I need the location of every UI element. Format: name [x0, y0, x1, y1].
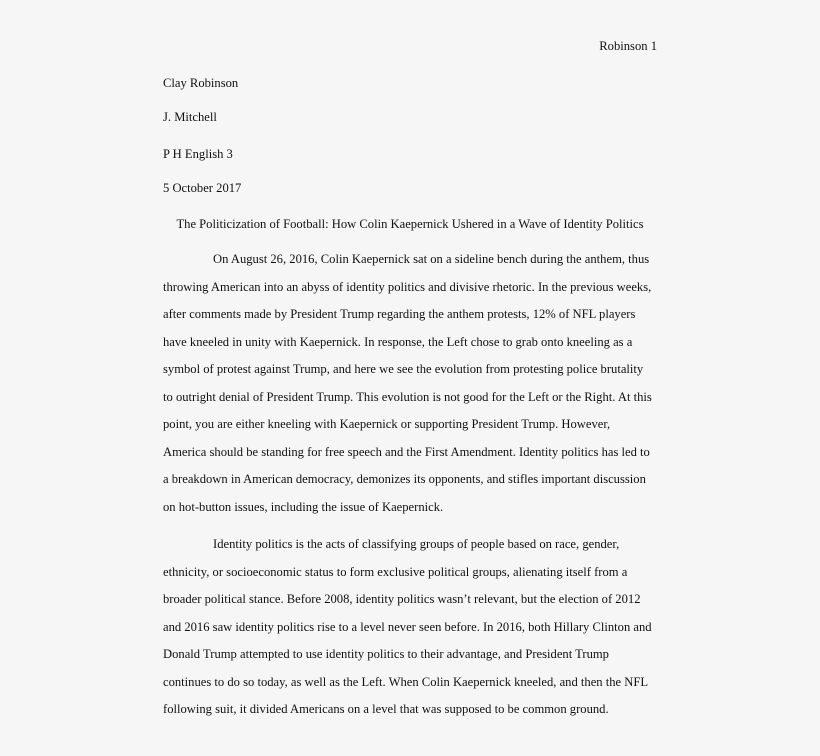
- text-line: point, you are either kneeling with Kaepernick or supporting President Trump. However,: [163, 417, 611, 431]
- text-line: ethnicity, or socioeconomic status to form exclusive political groups, alienating itself from a: [163, 564, 628, 579]
- text-line: a breakdown in American democracy, demonizes its opponents, and stifles important discussion: [163, 472, 646, 486]
- essay-title: The Politicization of Football: How Colin Kaepernick Ushered in a Wave of Identity Politics: [176, 217, 644, 231]
- text-line: broader political stance. Before 2008, identity politics wasn’t relevant, but the election of 2012: [163, 592, 641, 606]
- text-line: after comments made by President Trump regarding the anthem protests, 12% of NFL players: [163, 307, 636, 321]
- course-name: P H English 3: [163, 147, 233, 161]
- paragraph-1: [163, 246, 663, 521]
- text-line: symbol of protest against Trump, and here we see the evolution from protesting police brutality: [163, 362, 644, 376]
- paragraph-2: [163, 531, 663, 724]
- text-line: throwing American into an abyss of identity politics and divisive rhetoric. In the previous weeks,: [163, 279, 652, 294]
- text-line: America should be standing for free speech and the First Amendment. Identity politics has led to: [163, 444, 650, 459]
- text-line: to outright denial of President Trump. This evolution is not good for the Left or the Right. At this: [163, 389, 652, 404]
- text-line: following suit, it divided Americans on a level that was supposed to be common ground.: [163, 702, 609, 716]
- text-line: Donald Trump attempted to use identity politics to their advantage, and President Trump: [163, 647, 609, 661]
- text-line: Identity politics is the acts of classifying groups of people based on race, gender,: [213, 537, 620, 551]
- text-line: on hot-button issues, including the issue of Kaepernick.: [163, 499, 444, 514]
- essay-date: 5 October 2017: [163, 181, 242, 195]
- text-line: continues to do so today, as well as the Left. When Colin Kaepernick kneeled, and then the NFL: [163, 674, 649, 689]
- teacher-name: J. Mitchell: [163, 110, 217, 124]
- running-head: Robinson 1: [599, 39, 657, 53]
- author-name: Clay Robinson: [163, 76, 239, 90]
- text-line: and 2016 saw identity politics rise to a level never seen before. In 2016, both Hillary Clinton and: [163, 619, 652, 634]
- text-line: On August 26, 2016, Colin Kaepernick sat on a sideline bench during the anthem, thus: [213, 252, 650, 266]
- text-line: have kneeled in unity with Kaepernick. In response, the Left chose to grab onto kneeling as a: [163, 334, 633, 349]
